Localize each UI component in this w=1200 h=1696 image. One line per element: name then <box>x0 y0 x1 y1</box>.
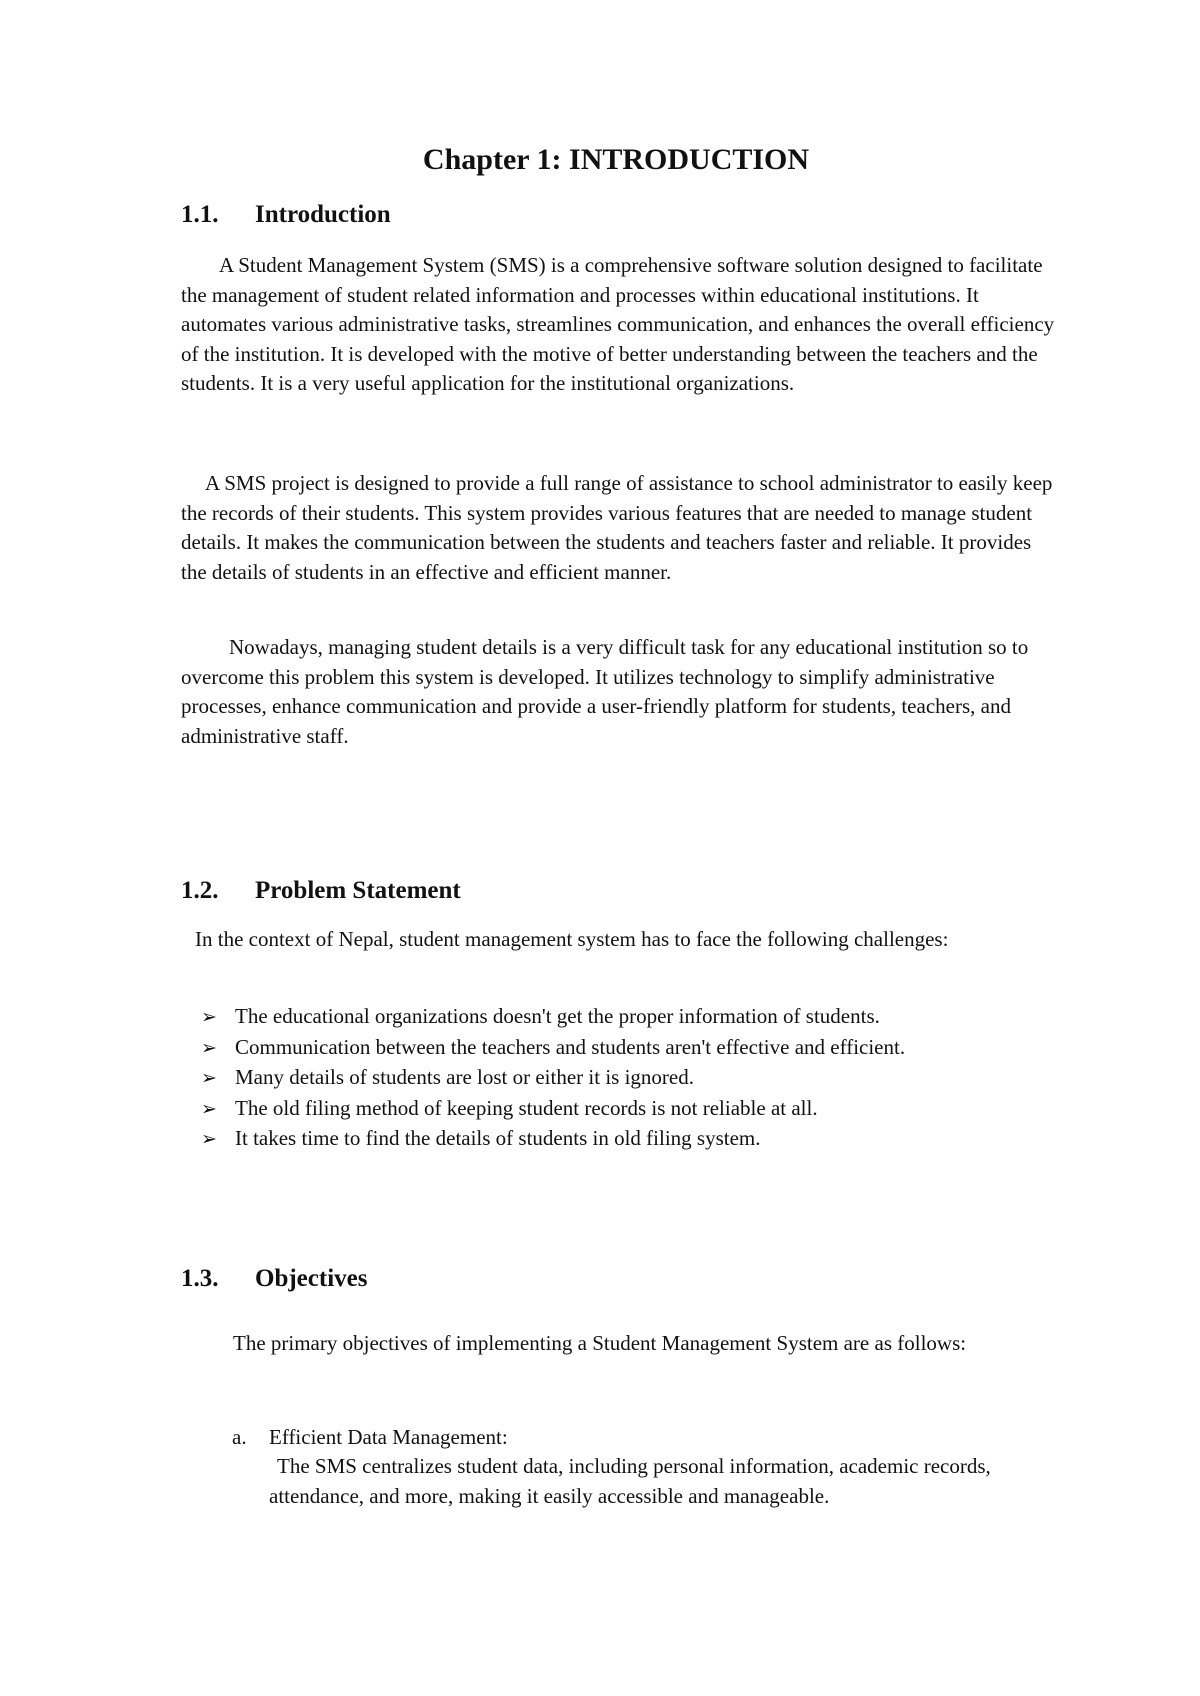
chapter-title: Chapter 1: INTRODUCTION <box>422 143 810 176</box>
section-number: 1.2. <box>181 877 219 904</box>
objective-letter: a. <box>232 1425 247 1449</box>
section-heading-introduction <box>181 199 391 231</box>
section-title: Problem Statement <box>255 877 461 904</box>
bullet-text: The educational organizations doesn't get the proper information of students. <box>235 1004 880 1028</box>
list-item <box>201 1063 905 1094</box>
section-heading-problem-statement <box>181 875 461 907</box>
arrow-bullet-icon: ➢ <box>201 1007 217 1028</box>
arrow-bullet-icon: ➢ <box>201 1098 217 1120</box>
section-heading-objectives <box>181 1263 367 1295</box>
objective-description-a: The SMS centralizes student data, including personal information, academic records, attendance, and more, making it easily accessible and manageable. <box>269 1454 991 1508</box>
intro-paragraph-3: Nowadays, managing student details is a very difficult task for any educational institution so to overcome this problem this system is developed. It utilizes technology to simplify administrative processes, enhance communication and provide a user-friendly platform for students, teachers, and administrative staff. <box>181 635 1029 748</box>
bullet-text: Communication between the teachers and students aren't effective and efficient. <box>235 1034 906 1059</box>
section-title: Introduction <box>255 201 391 228</box>
bullet-text: Many details of students are lost or either it is ignored. <box>235 1065 694 1089</box>
intro-paragraph-2: A SMS project is designed to provide a full range of assistance to school administrator to easily keep the records of their students. This system provides various features that are needed to manage student details. It makes the communication between the students and teachers faster and reliable. It provides the details of students in an effective and efficient manner. <box>181 471 1053 584</box>
section-title: Objectives <box>255 1265 368 1292</box>
objective-title: Efficient Data Management: <box>269 1425 508 1449</box>
arrow-bullet-icon: ➢ <box>201 1037 217 1059</box>
intro-paragraph-1: A Student Management System (SMS) is a comprehensive software solution designed to facilitate the management of student related information and processes within educational institutions. It automates various administrative tasks, streamlines communication, and enhances the overall efficiency of the institution. It is developed with the motive of better understanding between the teachers and the students. It is a very useful application for the institutional organizations. <box>181 253 1055 395</box>
list-item <box>201 1033 905 1064</box>
bullet-text: It takes time to find the details of students in old filing system. <box>235 1126 761 1150</box>
arrow-bullet-icon: ➢ <box>201 1129 217 1150</box>
section-number: 1.1. <box>181 201 219 228</box>
arrow-bullet-icon: ➢ <box>201 1068 217 1089</box>
problem-bullet-list <box>201 1002 905 1155</box>
objective-item-a <box>232 1423 1052 1453</box>
bullet-text: The old filing method of keeping student records is not reliable at all. <box>235 1095 818 1120</box>
problem-intro: In the context of Nepal, student management system has to face the following challenges: <box>195 927 949 951</box>
section-number: 1.3. <box>181 1265 219 1292</box>
list-item <box>201 1002 905 1033</box>
list-item <box>201 1094 905 1125</box>
list-item <box>201 1124 905 1155</box>
objectives-intro: The primary objectives of implementing a Student Management System are as follows: <box>233 1331 967 1355</box>
